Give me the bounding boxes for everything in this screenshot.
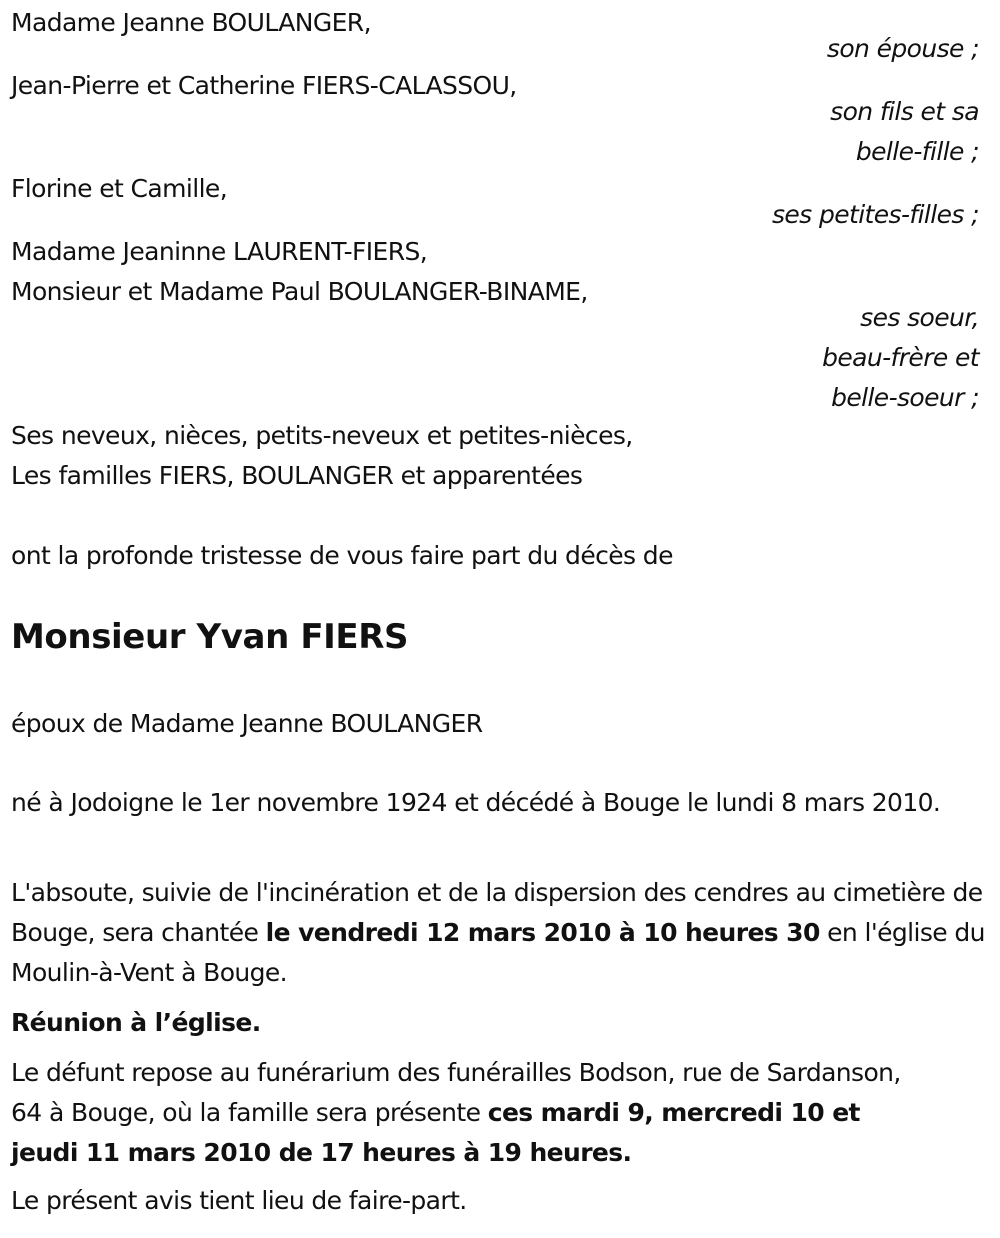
family-name-line: Monsieur et Madame Paul BOULANGER-BINAME, (11, 277, 588, 306)
visitation-dates: ces mardi 9, mercredi 10 et jeudi 11 mars 2010 de 17 heures à 19 heures. (11, 1098, 860, 1167)
ceremony-date: le vendredi 12 mars 2010 à 10 heures 30 (265, 918, 820, 947)
family-name-line: Florine et Camille, (11, 174, 228, 203)
family-name-line: Les familles FIERS, BOULANGER et apparentées (11, 461, 583, 490)
closing-line: Le présent avis tient lieu de faire-part. (11, 1186, 467, 1215)
family-relation-line: son épouse ; (826, 34, 979, 63)
family-relation-line: belle-fille ; (855, 137, 979, 166)
meeting-note: Réunion à l’église. (11, 1008, 261, 1037)
family-relation-line: beau-frère et (822, 343, 979, 372)
family-name-line: Madame Jeanne BOULANGER, (11, 8, 371, 37)
family-relation-line: ses petites-filles ; (771, 200, 979, 229)
spouse-line: époux de Madame Jeanne BOULANGER (11, 709, 483, 738)
family-relation-line: son fils et sa (830, 97, 979, 126)
deceased-name: Monsieur Yvan FIERS (11, 617, 409, 657)
family-name-line: Jean-Pierre et Catherine FIERS-CALASSOU, (11, 71, 517, 100)
visitation-paragraph (11, 1053, 911, 1173)
ceremony-paragraph (11, 873, 986, 993)
announcement-text: ont la profonde tristesse de vous faire part du décès de (11, 541, 673, 570)
ceremony-location: en l'église du Moulin-à-Vent à Bouge. (11, 918, 985, 987)
family-relation-line: belle-soeur ; (831, 383, 979, 412)
family-name-line: Madame Jeaninne LAURENT-FIERS, (11, 237, 428, 266)
family-relation-line: ses soeur, (860, 303, 979, 332)
ceremony-text: L'absoute, suivie de l'incinération et de la dispersion des cendres au cimetière de Bouge, sera chantée (11, 878, 983, 947)
family-name-line: Ses neveux, nièces, petits-neveux et petites-nièces, (11, 421, 633, 450)
visitation-text: Le défunt repose au funérarium des funérailles Bodson, rue de Sardanson, 64 à Bouge, où la famille sera présente (11, 1058, 901, 1127)
birth-death-paragraph: né à Jodoigne le 1er novembre 1924 et décédé à Bouge le lundi 8 mars 2010. (11, 788, 941, 817)
